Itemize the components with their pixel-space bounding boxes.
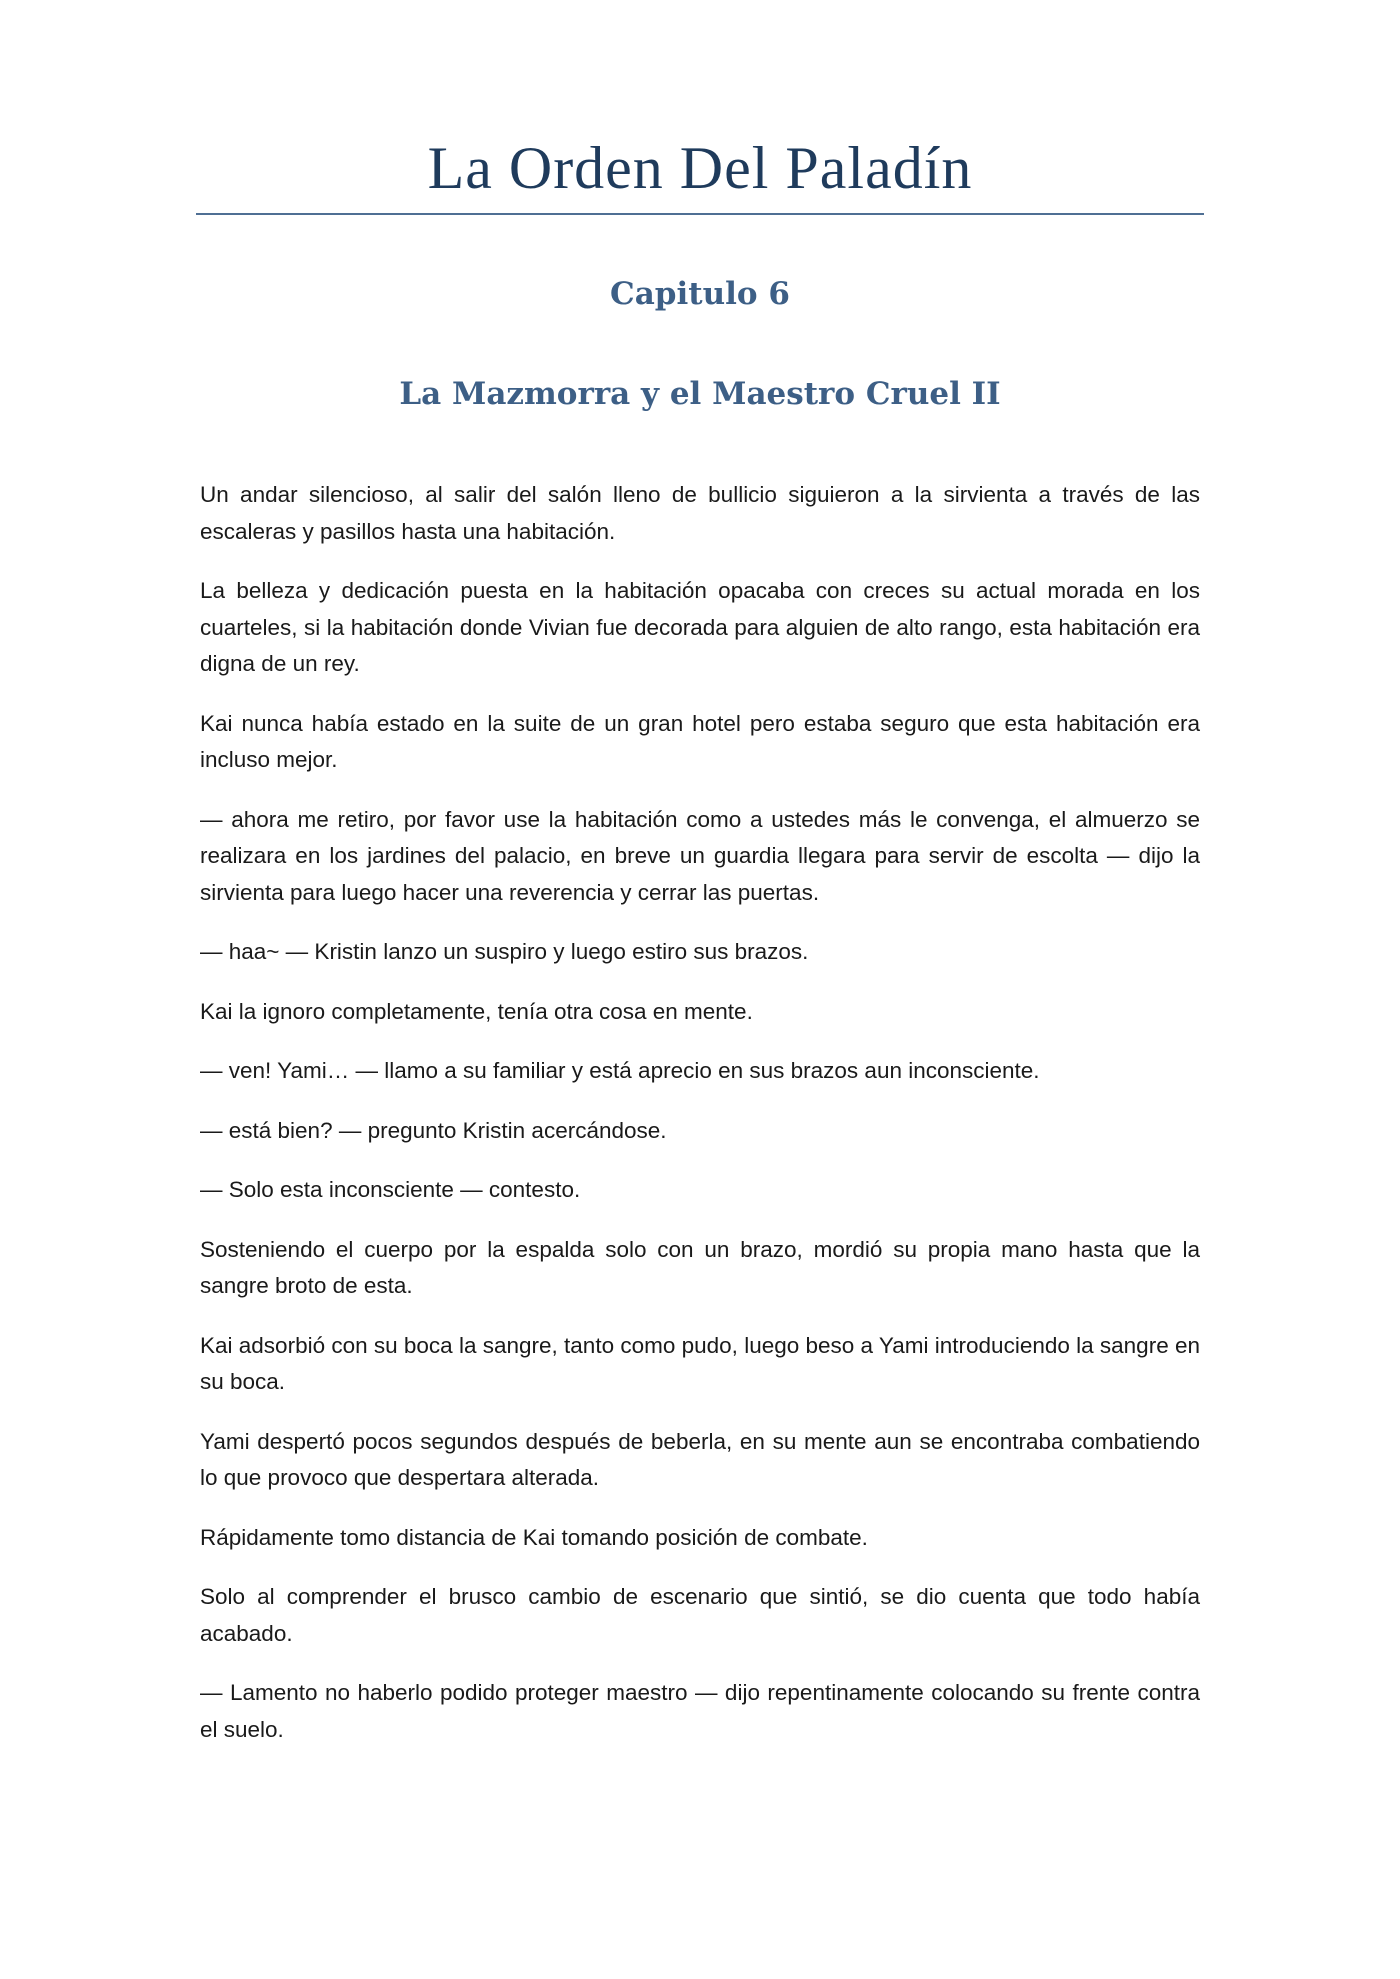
paragraph: La belleza y dedicación puesta en la habitación opacaba con creces su actual morada en los cuarteles, si la habitación donde Vivian fue decorada para alguien de alto rango, esta habitación era digna de un rey. bbox=[200, 578, 1200, 676]
chapter-body bbox=[200, 477, 1200, 1771]
paragraph: Yami despertó pocos segundos después de beberla, en su mente aun se encontraba combatiendo lo que provoco que despertara alterada. bbox=[200, 1428, 1200, 1490]
paragraph: — ahora me retiro, por favor use la habitación como a ustedes más le convenga, el almuerzo se realizara en los jardines del palacio, en breve un guardia llegara para servir de escolta — dijo la sirvienta para luego hacer una reverencia y cerrar las puertas. bbox=[200, 806, 1200, 905]
paragraph: — está bien? — pregunto Kristin acercándose. bbox=[200, 1117, 667, 1143]
chapter-heading: Capitulo 6 bbox=[610, 276, 790, 312]
paragraph: Kai nunca había estado en la suite de un gran hotel pero estaba seguro que esta habitación era incluso mejor. bbox=[200, 710, 1200, 772]
paragraph: Solo al comprender el brusco cambio de escenario que sintió, se dio cuenta que todo había acabado. bbox=[200, 1584, 1200, 1646]
paragraph: Un andar silencioso, al salir del salón lleno de bullicio siguieron a la sirvienta a través de las escaleras y pasillos hasta una habitación. bbox=[200, 482, 1200, 544]
paragraph: — haa~ — Kristin lanzo un suspiro y luego estiro sus brazos. bbox=[200, 939, 809, 964]
title-divider bbox=[196, 213, 1204, 215]
paragraph: — ven! Yami… — llamo a su familiar y está aprecio en sus brazos aun inconsciente. bbox=[200, 1058, 1040, 1083]
chapter-title: La Mazmorra y el Maestro Cruel II bbox=[399, 376, 1001, 412]
paragraph: — Solo esta inconsciente — contesto. bbox=[200, 1177, 581, 1202]
paragraph: Kai adsorbió con su boca la sangre, tanto como pudo, luego beso a Yami introduciendo la sangre en su boca. bbox=[200, 1332, 1200, 1394]
paragraph: Rápidamente tomo distancia de Kai tomando posición de combate. bbox=[200, 1524, 868, 1550]
paragraph: Kai la ignoro completamente, tenía otra cosa en mente. bbox=[200, 998, 753, 1024]
paragraph: — Lamento no haberlo podido proteger maestro — dijo repentinamente colocando su frente contra el suelo. bbox=[200, 1680, 1200, 1742]
paragraph: Sosteniendo el cuerpo por la espalda solo con un brazo, mordió su propia mano hasta que la sangre broto de esta. bbox=[200, 1236, 1200, 1298]
document-title: La Orden Del Paladín bbox=[427, 135, 973, 201]
